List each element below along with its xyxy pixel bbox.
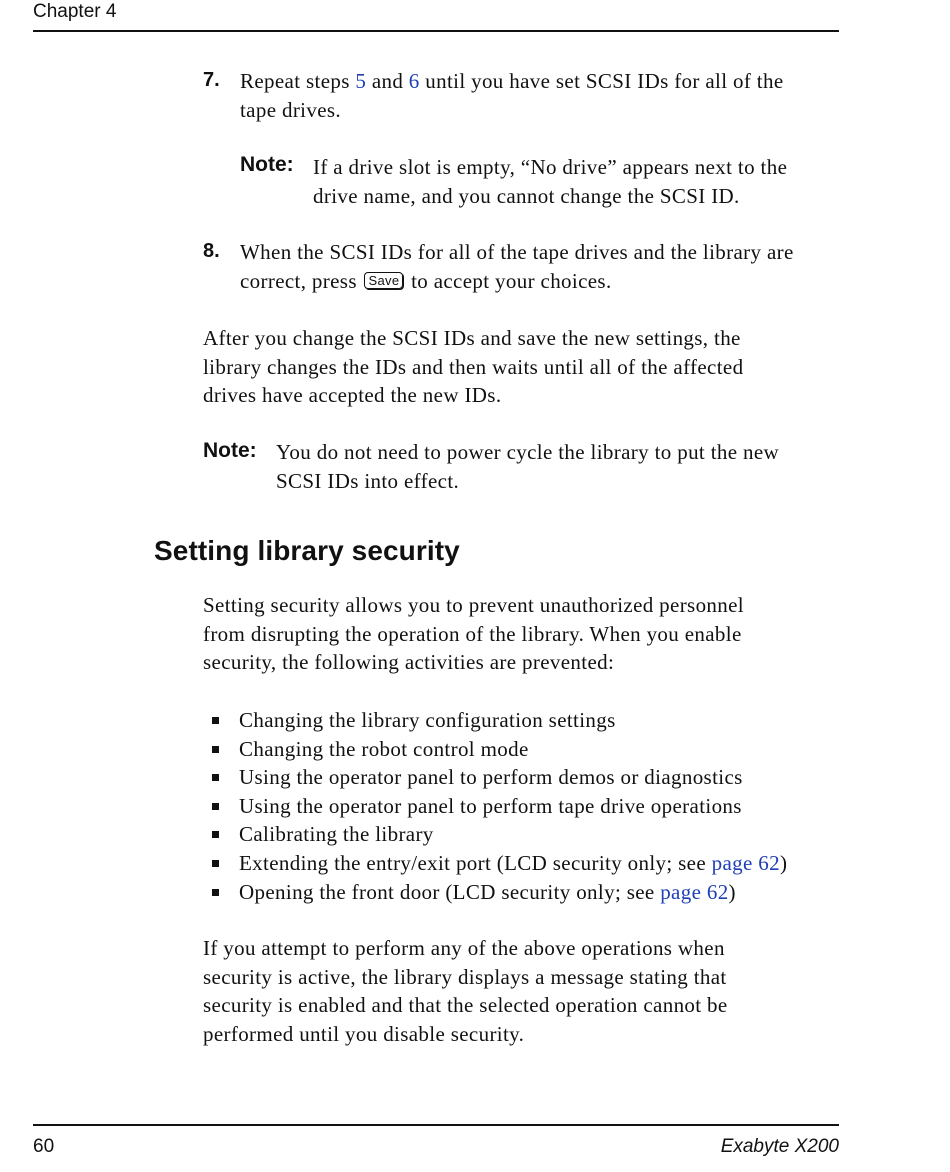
save-key-icon: Save [364,272,403,289]
bullet-icon [212,803,219,810]
settings-paragraph: After you change the SCSI IDs and save the new settings, the library changes the IDs and then waits until all of the affected drives have accepted the new IDs. [203,326,744,408]
step-5-link[interactable]: 5 [355,69,367,93]
header-rule [33,30,839,32]
step-8-text: When the SCSI IDs for all of the tape drives and the library are correct, press Save to accept your choices. [240,240,794,293]
step-8-number: 8. [203,240,220,262]
product-name: Exabyte X200 [720,1136,839,1157]
list-item: Using the operator panel to perform tape drive operations [203,792,787,821]
page-62-link[interactable]: page 62 [660,879,729,904]
bullet-icon [212,774,219,781]
list-item: Extending the entry/exit port (LCD security only; see page 62) [203,849,787,878]
security-intro: Setting security allows you to prevent unauthorized personnel from disrupting the operation of the library. When you enable security, the following activities are prevented: [203,593,744,675]
security-closing-paragraph: If you attempt to perform any of the above operations when security is active, the library displays a message stating that security is enabled and that the selected operation cannot be performed until you disable security. [203,936,728,1046]
list-item: Opening the front door (LCD security only; see page 62) [203,878,787,907]
bullet-icon [212,717,219,724]
step-7-number: 7. [203,69,220,91]
note-2-text: You do not need to power cycle the library to put the new SCSI IDs into effect. [276,440,780,493]
list-item: Using the operator panel to perform demos or diagnostics [203,763,787,792]
step-7-text: Repeat steps 5 and 6 until you have set SCSI IDs for all of the tape drives. [240,69,784,122]
note-2-label: Note: [203,439,257,462]
note-1-label: Note: [240,153,294,176]
note-1-text: If a drive slot is empty, “No drive” appears next to the drive name, and you cannot change the SCSI ID. [313,155,788,208]
section-title: Setting library security [154,535,460,566]
page-number: 60 [33,1136,55,1157]
step-6-link[interactable]: 6 [408,69,420,93]
page-62-link[interactable]: page 62 [711,850,780,875]
chapter-header: Chapter 4 [33,1,117,22]
bullet-icon [212,889,219,896]
list-item: Calibrating the library [203,820,787,849]
bullet-icon [212,831,219,838]
list-item: Changing the robot control mode [203,735,787,764]
bullet-icon [212,746,219,753]
footer-rule [33,1124,839,1126]
prevented-activities-list [203,706,787,906]
list-item: Changing the library configuration settings [203,706,787,735]
bullet-icon [212,860,219,867]
